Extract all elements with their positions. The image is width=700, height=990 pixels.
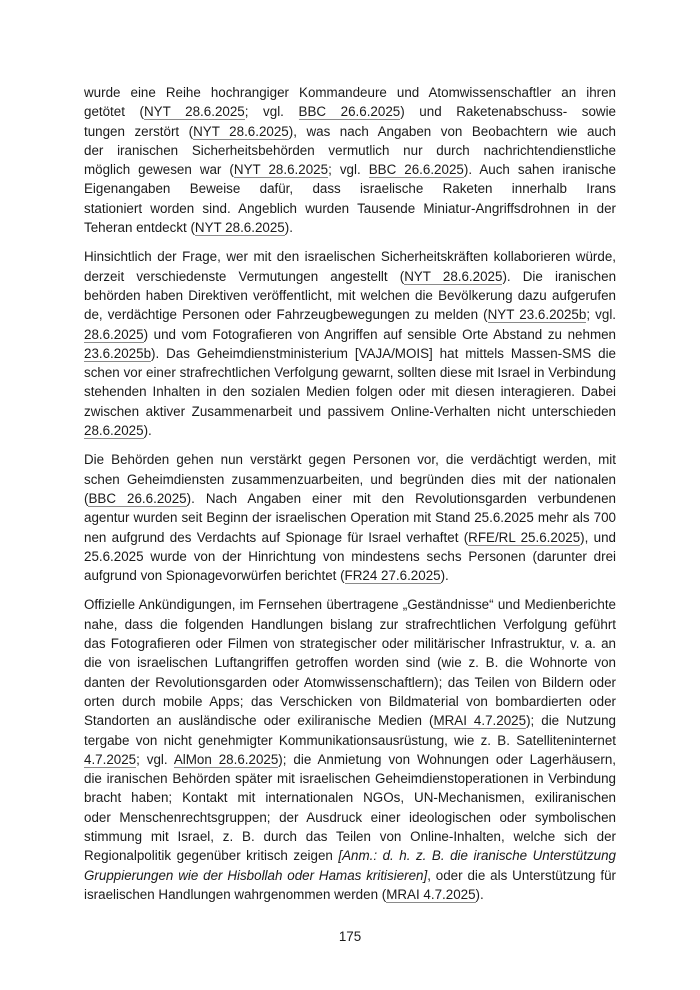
text-segment: ; vgl. — [136, 751, 174, 767]
text-line — [84, 750, 616, 769]
text-line — [84, 711, 616, 730]
citation-link[interactable]: NYT 28.6.2025 — [144, 104, 245, 120]
text-segment: wurde eine Reihe hochrangiger Kommandeure und Atomwissenschaftler an ihren — [84, 85, 616, 100]
citation-link[interactable]: AlMon 28.6.2025 — [173, 751, 279, 767]
text-line — [84, 325, 616, 344]
text-segment: israelischen Handlungen wahrgenommen werden ( — [84, 886, 387, 902]
text-line — [84, 450, 616, 469]
text-line — [84, 788, 616, 807]
text-segment: stehenden Inhalten in den sozialen Medien folgen oder mit diesen interagieren. Dabei — [84, 384, 616, 400]
text-segment: 25.6.2025 wurde von der Hinrichtung von mindestens sechs Personen (darunter drei — [84, 548, 616, 564]
text-segment: ); die Nutzung — [526, 713, 616, 729]
text-segment: ), was nach Angaben von Beobachtern wie auch — [288, 123, 616, 139]
text-segment: schen vor einer strafrechtlichen Verfolgung gewarnt, sollten diese mit Israel in Verbindung — [84, 365, 616, 381]
text-segment: behörden haben Direktiven veröffentlicht, mit welchen die Bevölkerung dazu aufgerufen — [84, 287, 616, 303]
text-segment: das Fotografieren oder Filmen von strategischer oder militärischer Infrastruktur, v. a. an — [84, 636, 616, 652]
text-segment: ). Das Geheimdienstministerium [VAJA/MOIS] hat mittels Massen-SMS die — [151, 345, 616, 361]
text-line — [84, 141, 616, 160]
text-line — [84, 421, 616, 440]
text-segment: ); die Anmietung von Wohnungen oder Lagerhäusern, — [278, 751, 616, 767]
text-segment: ). Nach Angaben einer mit den Revolutionsgarden verbundenen — [186, 490, 616, 506]
citation-link[interactable]: NYT 28.6.2025 — [194, 220, 285, 236]
text-segment: Hinsichtlich der Frage, wer mit den israelischen Sicherheitskräften kollaborieren würde, — [84, 249, 616, 265]
text-segment: tungen zerstört ( — [84, 123, 194, 139]
citation-link[interactable]: BBC 26.6.2025 — [88, 490, 187, 506]
text-line — [84, 363, 616, 382]
text-line — [84, 160, 616, 179]
text-segment: möglich gewesen war ( — [84, 162, 234, 178]
text-segment: aufgrund von Spionagevorwürfen berichtet ( — [84, 568, 345, 584]
citation-link[interactable]: NYT 23.6.2025b — [487, 307, 587, 323]
citation-link[interactable]: NYT 28.6.2025 — [193, 123, 289, 139]
text-segment: Standorten an ausländische oder exiliranische Medien ( — [84, 713, 434, 729]
text-line — [84, 673, 616, 692]
text-segment: Eigenangaben Beweise dafür, dass israelische Raketen innerhalb Irans — [84, 181, 616, 197]
text-line — [84, 286, 616, 305]
text-segment: danten der Revolutionsgarden oder Atomwissenschaftlern); das Teilen von Bildern oder — [84, 674, 616, 690]
text-segment: zwischen aktiver Zusammenarbeit und passivem Online-Verhalten nicht unterschieden — [84, 403, 616, 419]
text-segment: nahe, dass die folgenden Handlungen bislang zur strafrechtlichen Verfolgung geführt — [84, 616, 616, 632]
text-segment: ) und Raketenabschuss- sowie — [400, 104, 616, 120]
text-segment: Die Behörden gehen nun verstärkt gegen Personen vor, die verdächtigt werden, mit — [84, 452, 616, 468]
text-segment: ). Die iranischen — [502, 268, 616, 284]
text-segment: ; vgl. — [244, 104, 299, 120]
italic-annotation: [Anm.: d. h. z. B. die iranische Unterstützung — [338, 848, 616, 864]
text-segment: ), und — [580, 529, 616, 545]
text-segment: stationiert worden sind. Angeblich wurden Tausende Miniatur-Angriffsdrohnen in der — [84, 200, 616, 216]
citation-link[interactable]: RFE/RL 25.6.2025 — [468, 529, 581, 545]
text-segment: ) und vom Fotografieren von Angriffen auf sensible Orte Abstand zu nehmen — [143, 326, 616, 342]
text-line — [84, 83, 616, 102]
text-line — [84, 547, 616, 566]
text-segment: nen aufgrund des Verdachts auf Spionage für Israel verhaftet ( — [84, 529, 469, 545]
text-line — [84, 382, 616, 401]
text-segment: ). — [284, 220, 293, 236]
text-line — [84, 566, 616, 585]
text-line — [84, 247, 616, 266]
citation-link[interactable]: BBC 26.6.2025 — [368, 162, 464, 178]
text-segment: Regionalpolitik gegenüber kritisch zeigen — [84, 848, 339, 864]
text-segment: ). — [440, 568, 449, 584]
text-line — [84, 179, 616, 198]
text-segment: de, verdächtige Personen oder Fahrzeugbewegungen zu melden ( — [84, 307, 488, 323]
text-segment: die iranischen Behörden später mit israelischen Geheimdienstoperationen in Verbindung — [84, 771, 616, 787]
paragraph — [84, 595, 616, 904]
text-line — [84, 846, 616, 865]
citation-link[interactable]: 28.6.2025 — [84, 423, 144, 439]
text-line — [84, 731, 616, 750]
paragraph — [84, 83, 616, 237]
text-segment: die von israelischen Luftangriffen getroffen worden sind (wie z. B. die Wohnorte von — [84, 655, 616, 671]
paragraph — [84, 247, 616, 440]
text-segment: ( — [84, 490, 89, 506]
text-line — [84, 489, 616, 508]
citation-link[interactable]: 4.7.2025 — [84, 751, 137, 767]
text-line — [84, 827, 616, 846]
text-segment: stimmung mit Israel, z. B. durch das Teilen von Online-Inhalten, welche sich der — [84, 828, 616, 844]
text-segment: agentur wurden seit Beginn der israelischen Operation mit Stand 25.6.2025 mehr als 700 — [84, 510, 616, 526]
text-line — [84, 528, 616, 547]
text-segment: Offizielle Ankündigungen, im Fernsehen übertragene „Geständnisse“ und Medienberichte — [84, 597, 616, 613]
text-line — [84, 267, 616, 286]
text-line — [84, 808, 616, 827]
paragraph — [84, 450, 616, 585]
citation-link[interactable]: NYT 28.6.2025 — [233, 162, 329, 178]
text-segment: Teheran entdeckt ( — [84, 220, 195, 236]
text-line — [84, 866, 616, 885]
citation-link[interactable]: BBC 26.6.2025 — [298, 104, 401, 120]
text-line — [84, 508, 616, 527]
text-line — [84, 199, 616, 218]
text-line — [84, 769, 616, 788]
text-segment: ; vgl. — [328, 162, 369, 178]
text-line — [84, 885, 616, 904]
text-line — [84, 122, 616, 141]
text-line — [84, 305, 616, 324]
citation-link[interactable]: MRAI 4.7.2025 — [386, 886, 476, 902]
text-line — [84, 344, 616, 363]
text-line — [84, 102, 616, 121]
text-segment: ). — [475, 886, 484, 902]
page-number: 175 — [338, 929, 362, 944]
text-segment: ; vgl. — [586, 307, 616, 323]
text-segment: schen Geheimdiensten zusammenzuarbeiten, und begründen dies mit der nationalen — [84, 471, 616, 487]
citation-link[interactable]: MRAI 4.7.2025 — [433, 713, 527, 729]
text-line — [84, 692, 616, 711]
text-segment: ). — [143, 423, 152, 439]
text-line — [84, 402, 616, 421]
document-body — [84, 83, 616, 914]
text-segment: der iranischen Sicherheitsbehörden vermutlich nur durch nachrichtendienstliche — [84, 142, 616, 158]
text-segment: tergabe von nicht genehmigter Kommunikationsausrüstung, wie z. B. Satelliteninternet — [84, 732, 616, 748]
text-line — [84, 634, 616, 653]
text-segment: bracht haben; Kontakt mit internationalen NGOs, UN-Mechanismen, exiliranischen — [84, 790, 616, 806]
text-line — [84, 218, 616, 237]
text-segment: orten durch mobile Apps; das Verschicken von Bildmaterial von bombardierten oder — [84, 693, 616, 709]
text-segment: , oder die als Unterstützung für — [427, 867, 616, 883]
citation-link[interactable]: FR24 27.6.2025 — [344, 568, 441, 584]
text-line — [84, 615, 616, 634]
italic-annotation: Gruppierungen wie der Hisbollah oder Hamas kritisieren] — [84, 867, 428, 883]
citation-link[interactable]: NYT 28.6.2025 — [404, 268, 503, 284]
citation-link[interactable]: 28.6.2025 — [84, 326, 144, 342]
text-segment: derzeit verschiedenste Vermutungen angestellt ( — [84, 268, 405, 284]
text-segment: ). Auch sahen iranische — [463, 162, 616, 178]
text-line — [84, 470, 616, 489]
citation-link[interactable]: 23.6.2025b — [84, 345, 152, 361]
text-segment: oder Menschenrechtsgruppen; der Ausdruck einer ideologischen oder symbolischen — [84, 809, 616, 825]
text-line — [84, 653, 616, 672]
text-segment: getötet ( — [84, 104, 145, 120]
text-line — [84, 595, 616, 614]
